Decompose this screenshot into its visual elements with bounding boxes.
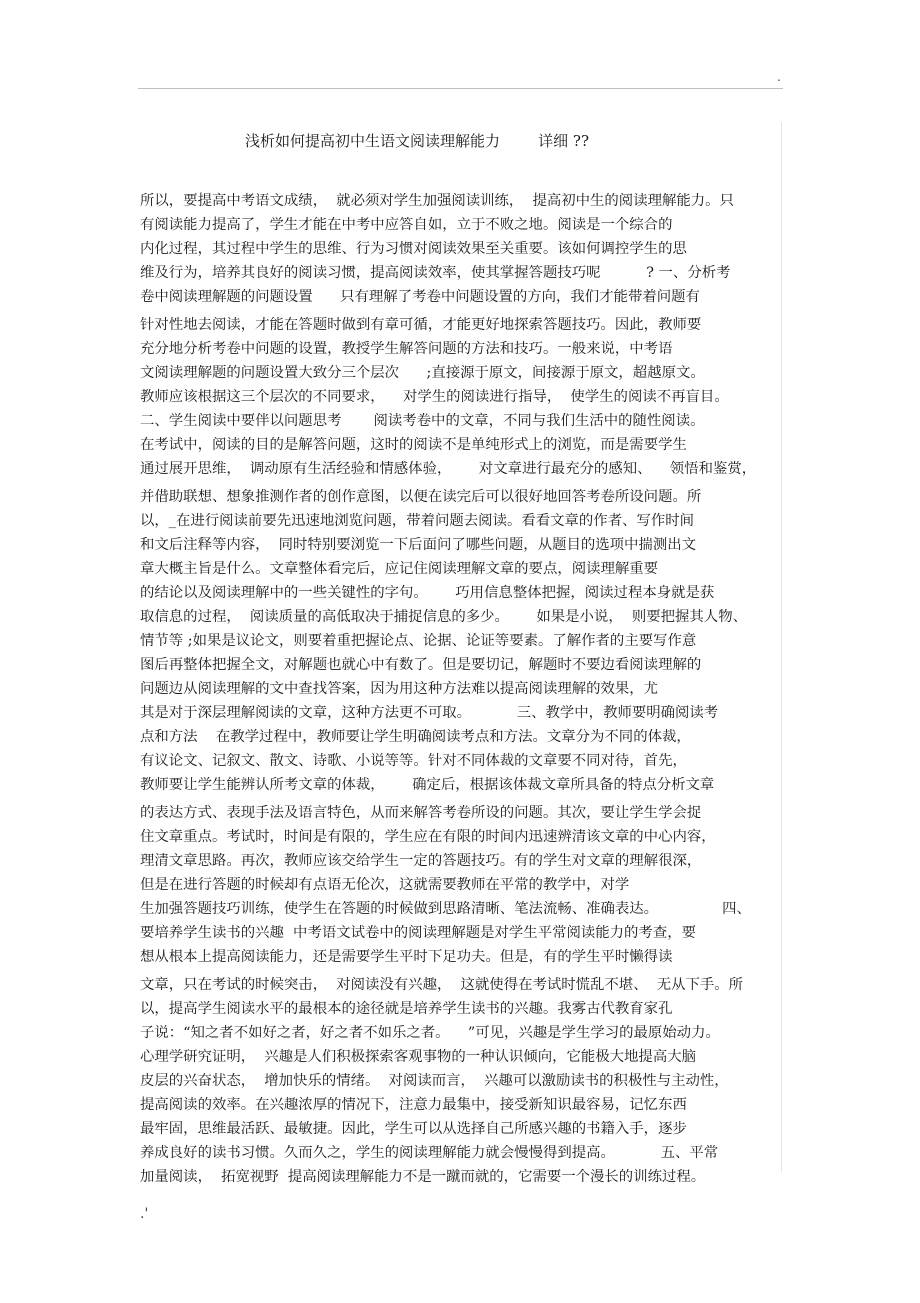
body-line: 针对性地去阅读，才能在答题时做到有章可循，才能更好地探索答题技巧。因此，教师要 xyxy=(140,317,702,333)
body-line: 和文后注释等内容， 同时特别要浏览一下后面问了哪些问题，从题目的选项中揣测出文 xyxy=(140,537,696,553)
body-line: 理清文章思路。再次，教师应该交给学生一定的答题技巧。有的学生对文章的理解很深， xyxy=(140,853,702,869)
body-line: 想从根本上提高阅读能力，还是需要学生平时下足功夫。但是，有的学生平时懒得读 xyxy=(140,949,673,965)
body-line: 有议论文、记叙文、散文、诗歌、小说等等。针对不同体裁的文章要不同对待，首先， xyxy=(140,753,687,769)
body-line: 生加强答题技巧训练，使学生在答题的时候做到思路清晰、笔法流畅、准确表达。 四、 xyxy=(140,901,751,917)
body-line: 取信息的过程， 阅读质量的高低取决于捕捉信息的多少。 如果是小说， 则要把握其人物、 xyxy=(140,609,747,625)
body-line: 皮层的兴奋状态， 增加快乐的情绪。 对阅读而言， 兴趣可以激励读书的积极性与主动性， xyxy=(140,1073,729,1089)
body-line: 情节等 ;如果是议论文，则要着重把握论点、论据、论证等要素。了解作者的主要写作意 xyxy=(140,633,697,649)
header-rule xyxy=(138,88,783,89)
body-line: 二、学生阅读中要伴以问题思考 阅读考卷中的文章，不同与我们生活中的随性阅读。 xyxy=(140,413,705,429)
body-line: 教师要让学生能辨认所考文章的体裁， 确定后，根据该体裁文章所具备的特点分析文章 xyxy=(140,777,715,793)
body-line: 养成良好的读书习惯。久而久之，学生的阅读理解能力就会慢慢得到提高。 五、平常 xyxy=(140,1145,719,1161)
body-line: 文阅读理解题的问题设置大致分三个层次 ;直接源于原文，间接源于原文，超越原文。 xyxy=(140,365,705,381)
body-line: 心理学研究证明， 兴趣是人们积极探索客观事物的一种认识倾向，它能极大地提高大脑 xyxy=(140,1049,696,1065)
body-line: 并借助联想、想象推测作者的创作意图，以便在读完后可以很好地回答考卷所设问题。所 xyxy=(140,489,702,505)
footer-mark: .' xyxy=(140,1206,149,1222)
body-line: 最牢固，思维最活跃、最敏捷。因此，学生可以从选择自己所感兴趣的书籍入手，逐步 xyxy=(140,1121,687,1137)
body-line: 教师应该根据这三个层次的不同要求， 对学生的阅读进行指导， 使学生的阅读不再盲目。 xyxy=(140,389,729,405)
body-line: 图后再整体把握全文，对解题也就心中有数了。但是要切记，解题时不要边看阅读理解的 xyxy=(140,657,702,673)
body-line: 子说：“知之者不如好之者，好之者不如乐之者。 ”可见，兴趣是学生学习的最原始动力。 xyxy=(140,1025,720,1041)
body-line: 点和方法 在教学过程中，教师要让学生明确阅读考点和方法。文章分为不同的体裁， xyxy=(140,729,691,745)
body-line: 卷中阅读理解题的问题设置 只有理解了考卷中问题设置的方向，我们才能带着问题有 xyxy=(140,289,700,305)
body-line: 提高阅读的效率。在兴趣浓厚的情况下，注意力最集中，接受新知识最容易，记忆东西 xyxy=(140,1097,687,1113)
body-line: 其是对于深层理解阅读的文章，这种方法更不可取。 三、教学中，教师要明确阅读考 xyxy=(140,705,719,721)
body-line: 以，提高学生阅读水平的最根本的途径就是培养学生读书的兴趣。我雾古代教育家孔 xyxy=(140,1001,673,1017)
body-line: 问题边从阅读理解的文中查找答案，因为用这种方法难以提高阅读理解的效果，尤 xyxy=(140,681,659,697)
body-line: 加量阅读， 拓宽视野 提高阅读理解能力不是一蹴而就的，它需要一个漫长的训练过程。 xyxy=(140,1169,706,1185)
body-line: 有阅读能力提高了，学生才能在中考中应答自如，立于不败之地。阅读是一个综合的 xyxy=(140,217,673,233)
header-mark: . xyxy=(777,70,781,84)
body-line: 住文章重点。考试时，时间是有限的，学生应在有限的时间内迅速辨清该文章的中心内容， xyxy=(140,829,716,845)
body-line: 章大概主旨是什么。文章整体看完后，应记住阅读理解文章的要点，阅读理解重要 xyxy=(140,561,659,577)
body-line: 要培养学生读书的兴趣 中考语文试卷中的阅读理解题是对学生平常阅读能力的考查，要 xyxy=(140,925,696,941)
body-line: 维及行为，培养其良好的阅读习惯，提高阅读效率，使其掌握答题技巧呢 ? 一、分析考 xyxy=(140,265,731,281)
document-title: 浅析如何提高初中生语文阅读理解能力 详细 ?? xyxy=(245,132,589,150)
body-line: 但是在进行答题的时候却有点语无伦次，这就需要教师在平常的教学中，对学 xyxy=(140,877,630,893)
body-line: 的结论以及阅读理解中的一些关键性的字句。 巧用信息整体把握，阅读过程本身就是获 xyxy=(140,585,715,601)
body-line: 文章，只在考试的时候突击， 对阅读没有兴趣， 这就使得在考试时慌乱不堪、 无从下手。所 xyxy=(140,977,744,993)
body-line: 充分地分析考卷中问题的设置，教授学生解答问题的方法和技巧。一般来说，中考语 xyxy=(140,341,673,357)
body-line: 的表达方式、表现手法及语言特色，从而来解答考卷所设的问题。其次，要让学生学会捉 xyxy=(140,805,702,821)
body-line: 所以，要提高中考语文成绩， 就必须对学生加强阅读训练， 提高初中生的阅读理解能力。只 xyxy=(140,193,734,209)
body-line: 在考试中，阅读的目的是解答问题，这时的阅读不是单纯形式上的浏览，而是需要学生 xyxy=(140,437,687,453)
body-line: 以，_在进行阅读前要先迅速地浏览问题，带着问题去阅读。看看文章的作者、写作时间 xyxy=(140,513,695,529)
body-line: 通过展开思维， 调动原有生活经验和情感体验， 对文章进行最充分的感知、 领悟和鉴赏， xyxy=(140,461,757,477)
margin-rule xyxy=(781,122,782,1172)
body-line: 内化过程，其过程中学生的思维、行为习惯对阅读效果至关重要。该如何调控学生的思 xyxy=(140,241,687,257)
